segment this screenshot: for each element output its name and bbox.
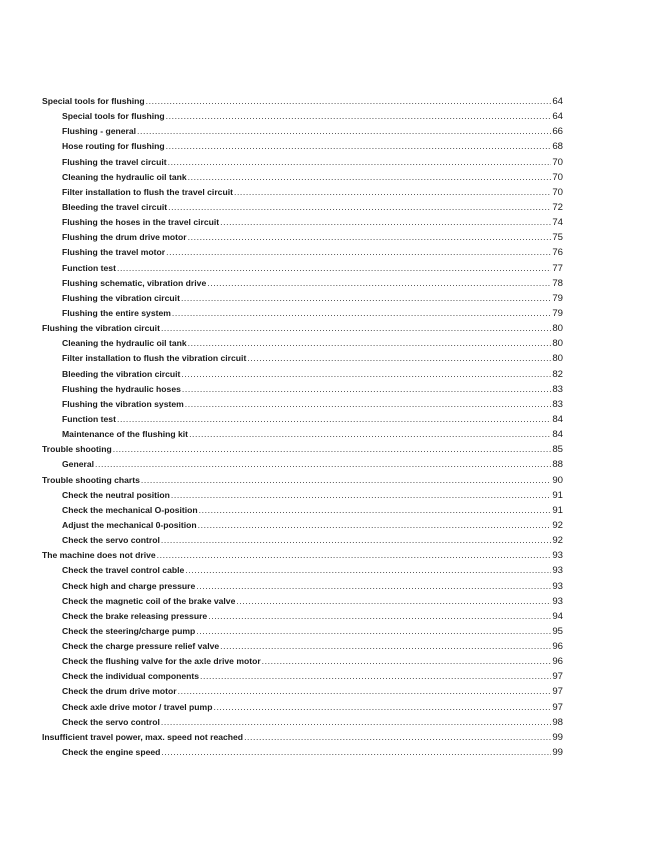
toc-entry-title: Function test	[62, 413, 116, 424]
dot-leader	[196, 579, 551, 594]
dot-leader	[200, 669, 551, 684]
toc-entry-title: Insufficient travel power, max. speed not reached	[42, 731, 244, 742]
dot-leader	[181, 291, 551, 306]
toc-entry-title: Check the mechanical O-position	[62, 504, 198, 515]
toc-page-number: 80	[552, 323, 563, 335]
dot-leader	[117, 261, 551, 276]
toc-entry-title: Flushing the travel circuit	[62, 156, 167, 167]
dot-leader	[137, 124, 551, 139]
toc-subentry[interactable]	[42, 624, 563, 639]
dot-leader	[262, 654, 552, 669]
toc-subentry[interactable]	[42, 594, 563, 609]
toc-entry-title: Check the engine speed	[62, 747, 161, 758]
toc-subentry[interactable]	[42, 715, 563, 730]
dot-leader	[168, 155, 552, 170]
toc-subentry[interactable]	[42, 533, 563, 548]
toc-page-number: 97	[552, 701, 563, 713]
toc-page-number: 92	[552, 535, 563, 547]
toc-entry[interactable]	[42, 473, 563, 488]
toc-page-number: 77	[552, 262, 563, 274]
toc-page-number: 83	[552, 398, 563, 410]
dot-leader	[161, 715, 551, 730]
toc-page-number: 93	[552, 595, 563, 607]
toc-entry-title: Check the travel control cable	[62, 565, 185, 576]
toc-entry-title: Bleeding the vibration circuit	[62, 368, 181, 379]
toc-page-number: 70	[552, 186, 563, 198]
toc-subentry[interactable]	[42, 336, 563, 351]
dot-leader	[171, 488, 551, 503]
toc-page-number: 97	[552, 671, 563, 683]
dot-leader	[166, 139, 552, 154]
toc-page-number: 79	[552, 292, 563, 304]
toc-entry-title: Special tools for flushing	[42, 96, 145, 106]
toc-entry-title: Adjust the mechanical 0-position	[62, 519, 197, 530]
toc-page-number: 70	[552, 171, 563, 183]
dot-leader	[146, 94, 552, 109]
toc-entry[interactable]	[42, 321, 563, 336]
toc-subentry[interactable]	[42, 745, 563, 760]
toc-page-number: 94	[552, 610, 563, 622]
toc-entry-title: Check the magnetic coil of the brake valve	[62, 595, 236, 606]
toc-entry[interactable]	[42, 442, 563, 457]
toc-entry-title: Filter installation to flush the travel circuit	[62, 186, 233, 197]
toc-page-number: 84	[552, 413, 563, 425]
dot-leader	[236, 594, 551, 609]
toc-entry-title: Check the neutral position	[62, 489, 170, 500]
toc-page-number: 99	[552, 747, 563, 759]
toc-page-number: 91	[552, 489, 563, 501]
table-of-contents	[42, 94, 563, 760]
toc-entry-title: Check axle drive motor / travel pump	[62, 701, 213, 712]
toc-subentry[interactable]	[42, 124, 563, 139]
toc-entry-title: Check high and charge pressure	[62, 580, 196, 591]
toc-page-number: 90	[552, 474, 563, 486]
dot-leader	[213, 700, 551, 715]
dot-leader	[95, 457, 551, 472]
toc-entry-title: Check the steering/charge pump	[62, 625, 196, 636]
dot-leader	[161, 321, 551, 336]
toc-entry-title: Special tools for flushing	[62, 111, 165, 122]
toc-subentry[interactable]	[42, 412, 563, 427]
toc-entry-title: Check the drum drive motor	[62, 686, 177, 697]
toc-entry[interactable]	[42, 548, 563, 563]
toc-entry-title: Cleaning the hydraulic oil tank	[62, 171, 187, 182]
toc-entry-title: Flushing - general	[62, 126, 137, 137]
toc-subentry[interactable]	[42, 579, 563, 594]
toc-entry-title: General	[62, 459, 95, 470]
dot-leader	[161, 745, 551, 760]
toc-page-number: 96	[552, 641, 563, 653]
dot-leader	[178, 684, 552, 699]
toc-page-number: 68	[552, 141, 563, 153]
toc-page-number: 79	[552, 307, 563, 319]
toc-page-number: 80	[552, 353, 563, 365]
dot-leader	[188, 336, 552, 351]
toc-page-number: 70	[552, 156, 563, 168]
toc-entry-title: Check the brake releasing pressure	[62, 610, 208, 621]
toc-page-number: 84	[552, 429, 563, 441]
toc-subentry[interactable]	[42, 700, 563, 715]
toc-page-number: 82	[552, 368, 563, 380]
dot-leader	[244, 730, 551, 745]
toc-entry-title: Flushing the hoses in the travel circuit	[62, 217, 220, 228]
dot-leader	[166, 109, 552, 124]
toc-entry-title: Maintenance of the flushing kit	[62, 429, 189, 440]
toc-page-number: 72	[552, 201, 563, 213]
dot-leader	[199, 503, 552, 518]
toc-page-number: 98	[552, 716, 563, 728]
toc-subentry[interactable]	[42, 185, 563, 200]
dot-leader	[182, 382, 551, 397]
dot-leader	[141, 473, 551, 488]
dot-leader	[220, 215, 551, 230]
dot-leader	[117, 412, 551, 427]
toc-page-number: 93	[552, 550, 563, 562]
toc-subentry[interactable]	[42, 382, 563, 397]
toc-entry[interactable]	[42, 94, 563, 109]
dot-leader	[188, 230, 552, 245]
dot-leader	[188, 170, 552, 185]
toc-page-number: 64	[552, 96, 563, 107]
dot-leader	[234, 185, 551, 200]
toc-entry-title: Check the servo control	[62, 535, 160, 546]
toc-subentry[interactable]	[42, 351, 563, 366]
dot-leader	[198, 518, 552, 533]
toc-entry-title: Flushing schematic, vibration drive	[62, 277, 207, 288]
toc-page-number: 66	[552, 126, 563, 138]
toc-subentry[interactable]	[42, 457, 563, 472]
toc-entry-title: Hose routing for flushing	[62, 141, 165, 152]
dot-leader	[185, 397, 552, 412]
toc-subentry[interactable]	[42, 654, 563, 669]
toc-subentry[interactable]	[42, 276, 563, 291]
dot-leader	[172, 306, 551, 321]
toc-page-number: 91	[552, 504, 563, 516]
toc-entry-title: Bleeding the travel circuit	[62, 201, 168, 212]
toc-page-number: 75	[552, 232, 563, 244]
toc-subentry[interactable]	[42, 200, 563, 215]
toc-page-number: 88	[552, 459, 563, 471]
toc-subentry[interactable]	[42, 488, 563, 503]
toc-subentry[interactable]	[42, 170, 563, 185]
toc-entry-title: Flushing the hydraulic hoses	[62, 383, 181, 394]
toc-entry-title: Function test	[62, 262, 116, 273]
toc-entry-title: Check the servo control	[62, 716, 160, 727]
toc-page-number: 80	[552, 338, 563, 350]
toc-entry-title: Flushing the drum drive motor	[62, 232, 187, 243]
toc-page-number: 64	[552, 111, 563, 123]
toc-entry-title: Flushing the vibration system	[62, 398, 184, 409]
dot-leader	[161, 533, 551, 548]
toc-page-number: 97	[552, 686, 563, 698]
toc-entry-title: Flushing the entire system	[62, 307, 171, 318]
toc-subentry[interactable]	[42, 427, 563, 442]
toc-subentry[interactable]	[42, 291, 563, 306]
toc-page-number: 96	[552, 656, 563, 668]
toc-entry-title: Cleaning the hydraulic oil tank	[62, 338, 187, 349]
toc-subentry[interactable]	[42, 367, 563, 382]
toc-subentry[interactable]	[42, 109, 563, 124]
toc-entry-title: Trouble shooting charts	[42, 474, 140, 485]
toc-page-number: 93	[552, 565, 563, 577]
toc-subentry[interactable]	[42, 155, 563, 170]
toc-page-number: 92	[552, 519, 563, 531]
toc-subentry[interactable]	[42, 684, 563, 699]
dot-leader	[208, 609, 551, 624]
toc-entry-title: Check the flushing valve for the axle drive motor	[62, 656, 261, 667]
dot-leader	[185, 563, 551, 578]
dot-leader	[166, 245, 551, 260]
toc-entry-title: Filter installation to flush the vibration circuit	[62, 353, 247, 364]
toc-page-number: 85	[552, 444, 563, 456]
dot-leader	[189, 427, 551, 442]
toc-page-number: 95	[552, 625, 563, 637]
toc-subentry[interactable]	[42, 230, 563, 245]
toc-subentry[interactable]	[42, 306, 563, 321]
toc-subentry[interactable]	[42, 139, 563, 154]
toc-subentry[interactable]	[42, 397, 563, 412]
dot-leader	[157, 548, 552, 563]
toc-page-number: 99	[552, 731, 563, 743]
toc-entry-title: The machine does not drive	[42, 550, 156, 561]
toc-entry-title: Flushing the vibration circuit	[62, 292, 180, 303]
toc-entry-title: Flushing the travel motor	[62, 247, 166, 258]
toc-entry-title: Check the individual components	[62, 671, 200, 682]
toc-subentry[interactable]	[42, 609, 563, 624]
dot-leader	[181, 367, 551, 382]
toc-subentry[interactable]	[42, 669, 563, 684]
toc-page-number: 78	[552, 277, 563, 289]
toc-subentry[interactable]	[42, 639, 563, 654]
toc-entry-title: Trouble shooting	[42, 444, 112, 455]
dot-leader	[247, 351, 551, 366]
toc-subentry[interactable]	[42, 215, 563, 230]
toc-subentry[interactable]	[42, 261, 563, 276]
toc-entry-title: Check the charge pressure relief valve	[62, 641, 220, 652]
dot-leader	[207, 276, 551, 291]
toc-entry-title: Flushing the vibration circuit	[42, 323, 160, 334]
toc-page-number: 93	[552, 580, 563, 592]
dot-leader	[220, 639, 551, 654]
dot-leader	[196, 624, 551, 639]
toc-subentry[interactable]	[42, 563, 563, 578]
toc-subentry[interactable]	[42, 245, 563, 260]
toc-page-number: 74	[552, 217, 563, 229]
toc-subentry[interactable]	[42, 503, 563, 518]
dot-leader	[168, 200, 551, 215]
toc-page-number: 76	[552, 247, 563, 259]
dot-leader	[113, 442, 552, 457]
toc-entry[interactable]	[42, 730, 563, 745]
toc-subentry[interactable]	[42, 518, 563, 533]
toc-page-number: 83	[552, 383, 563, 395]
